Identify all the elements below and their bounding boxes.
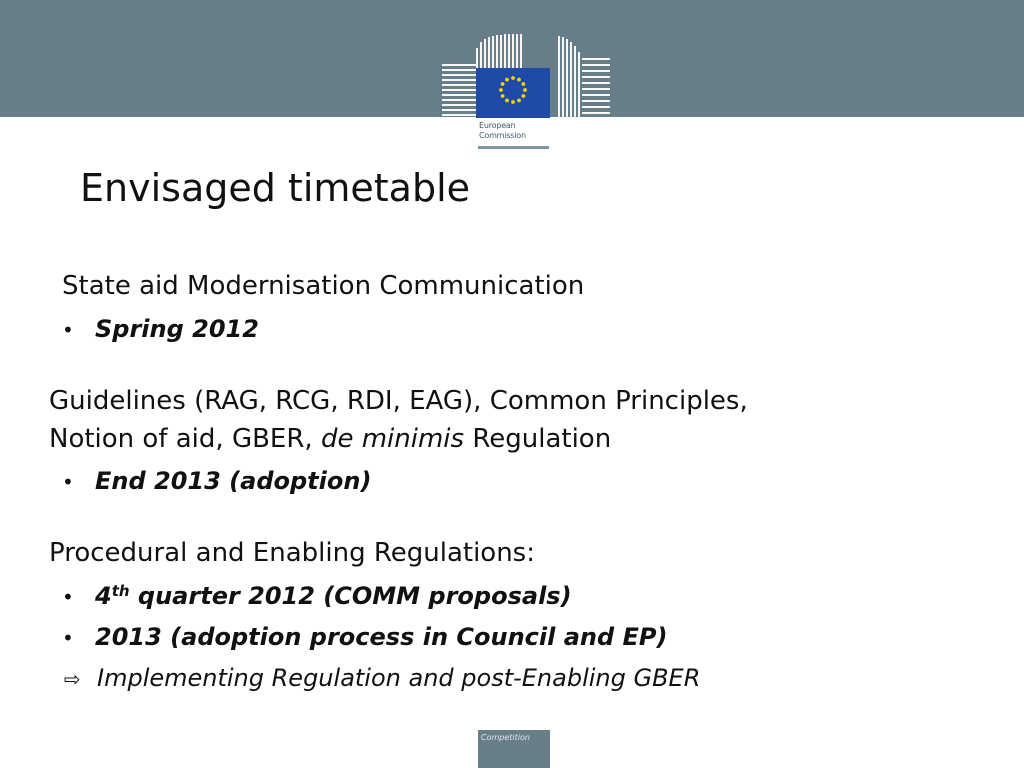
logo-line-1: European [479, 121, 516, 130]
section-3-bullet-2 [62, 621, 667, 654]
bullet-text: End 2013 (adoption) [95, 467, 372, 495]
section-2-heading-line-2 [49, 420, 748, 458]
footer-label: Competition [481, 733, 530, 742]
bullet-glyph: • [62, 585, 74, 609]
bullet-text: quarter 2012 (COMM proposals) [129, 582, 572, 610]
bullet-text: 2013 (adoption process in Council and EP) [95, 623, 668, 651]
bullet-text-superscript: th [111, 582, 130, 600]
logo-line-2: Commission [479, 131, 526, 140]
bullet-glyph: • [62, 470, 74, 494]
section-2-heading-line-1: Guidelines (RAG, RCG, RDI, EAG), Common Principles, [49, 386, 748, 416]
bullet-glyph: • [62, 626, 74, 650]
section-2-bullet-1 [62, 465, 371, 498]
slide-title: Envisaged timetable [80, 166, 471, 210]
bullet-text: Spring 2012 [95, 315, 259, 343]
heading-text: Regulation [464, 424, 612, 454]
heading-emphasis: de minimis [320, 424, 465, 454]
section-3-heading: Procedural and Enabling Regulations: [49, 538, 535, 568]
section-1-bullet-1 [62, 313, 259, 346]
bullet-text-number: 4 [95, 582, 112, 610]
heading-text: Notion of aid, GBER, [49, 424, 321, 454]
section-3-arrow-item [64, 662, 700, 695]
section-3-bullet-1 [62, 580, 572, 613]
footer-tag [478, 730, 550, 768]
bullet-glyph: • [62, 318, 74, 342]
arrow-item-text: Implementing Regulation and post-Enabling GBER [97, 664, 701, 692]
section-1-heading: State aid Modernisation Communication [62, 271, 585, 301]
right-arrow-icon: ⇨ [64, 667, 81, 691]
section-2-heading [49, 382, 748, 458]
